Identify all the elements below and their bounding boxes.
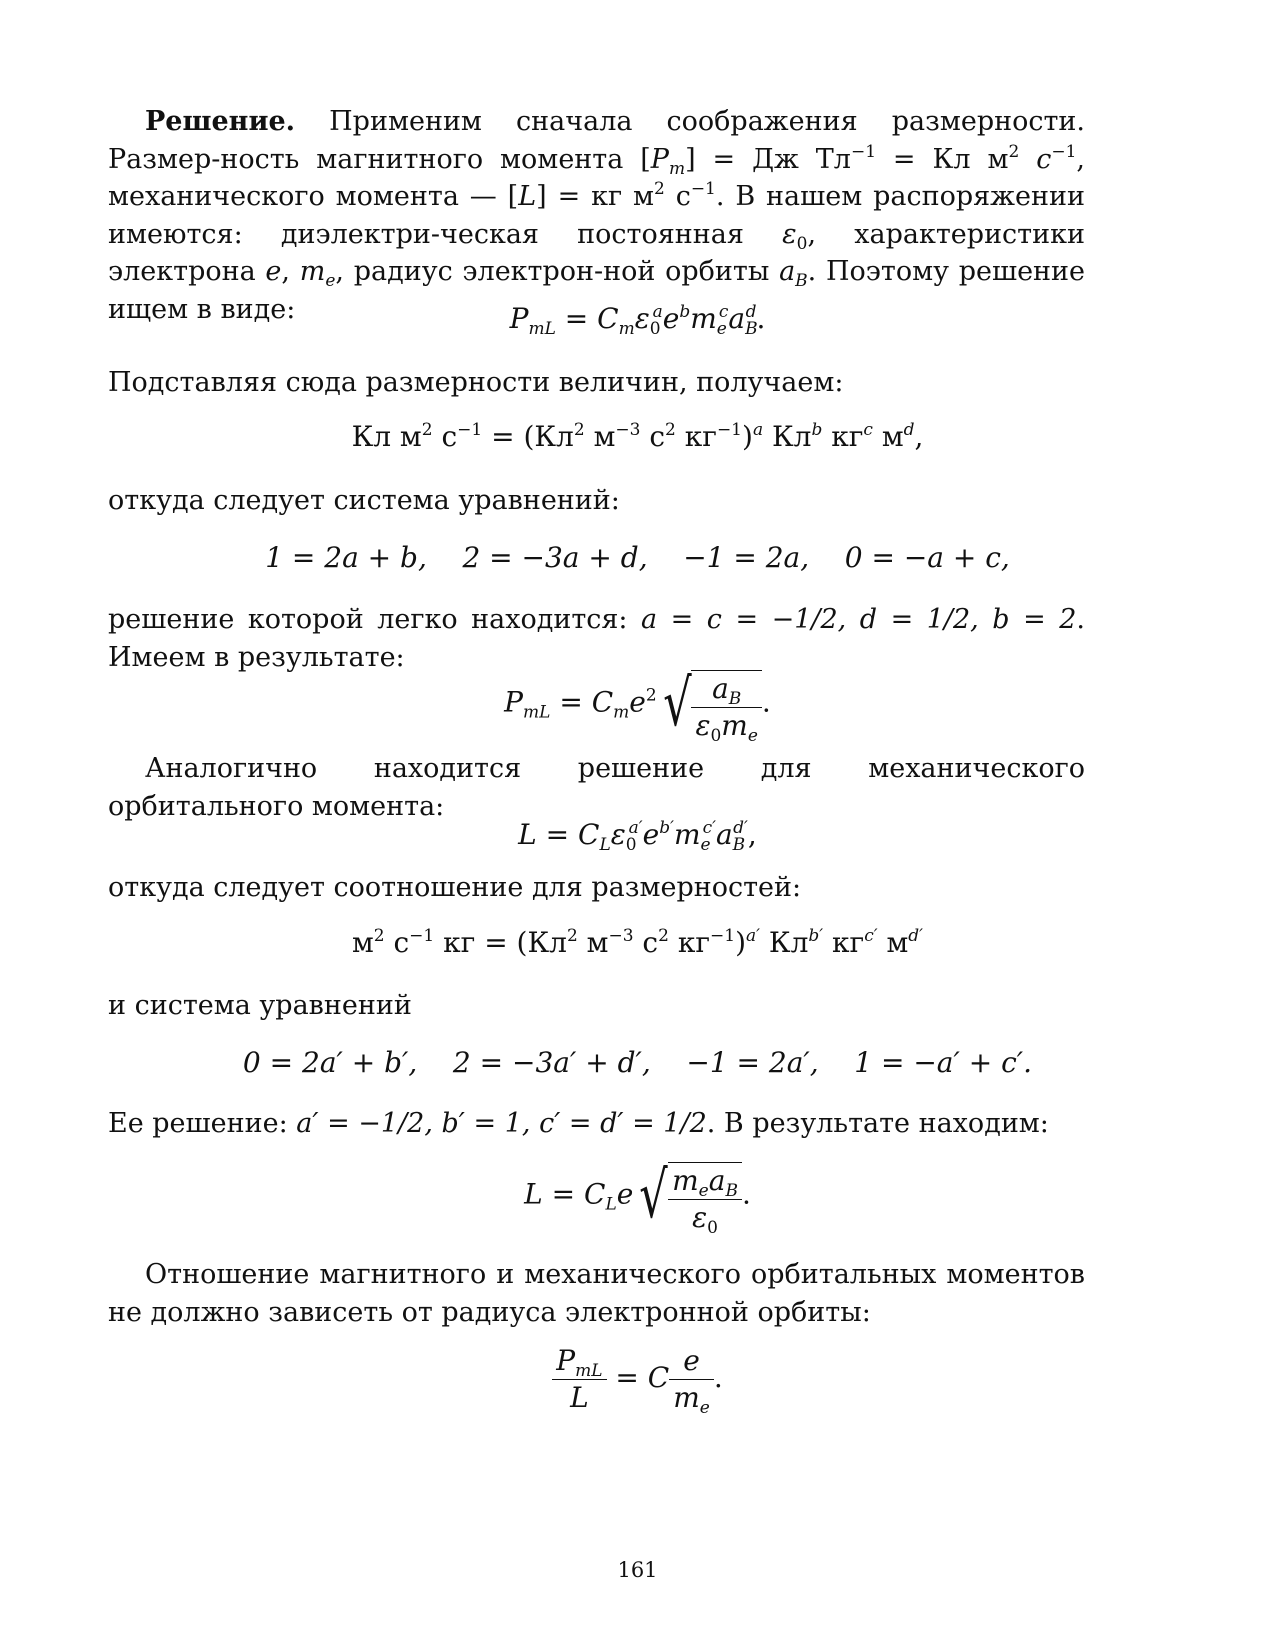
- paragraph-substitution: Подставляя сюда размерности величин, получаем:: [108, 367, 844, 398]
- equation-system-1: 1 = 2a + b, 2 = −3a + d, −1 = 2a, 0 = −a + c,: [265, 541, 1010, 574]
- page-number: 161: [617, 1558, 658, 1582]
- equation-dimensions-2: $м^2$ $с^{-1}$ кг = ($Кл^2$ $м^{-3}$ $с^2$ $кг^{-1})^{a'}$ $Кл^{b'}$ $кг^{c'}$ $м^{d'}$: [351, 926, 924, 959]
- intro-text: Применим сначала соображения размерности. Размер-ность магнитного момента $[P_m]$ = Дж $Тл^{-1}$ = Кл $м^2$ $c^{-1}$, механического момента — [L] = кг $м^2$ $с^{-1}$. В нашем распоряжении имеются: диэлектри-ческая постоянная $\varepsilon_0$, характеристики электрона e, $m_e$, радиус электрон-ной орбиты $a_B$. Поэтому решение ищем в виде:: [108, 106, 1086, 325]
- equation-pml-result: $P_{mL} = C_me^2√$ $\frac{a_B}{\varepsilon_0m_e}$ .: [504, 667, 771, 746]
- equation-pml-general: $P_{mL} = C_m\varepsilon_0^ae^bm_e^ca_B^d$.: [509, 302, 766, 339]
- paragraph-solution-found: решение которой легко находится: a = c = −1/2, d = 1/2, b = 2. Имеем в результате:: [108, 604, 1085, 673]
- equation-dimensions-1: Кл $м^2$ $с^{-1} = (Кл^2$ $м^{-3}$ $с^2$ $кг^{-1})^a$ $Кл^b$ $кг^c$ $м^d$,: [351, 420, 924, 453]
- equation-l-general: $L = C_L\varepsilon_0^{a'}e^{b'}m_e^{c'}a_B^{d'}$,: [518, 818, 757, 855]
- solution-heading: Решение.: [145, 106, 296, 137]
- paragraph-ratio: Отношение магнитного и механического орбитальных моментов не должно зависеть от радиуса электронной орбиты:: [108, 1259, 1085, 1328]
- paragraph-system-intro: откуда следует система уравнений:: [108, 485, 620, 516]
- equation-system-2: 0 = 2a′ + b′, 2 = −3a′ + d′, −1 = 2a′, 1 = −a′ + c′.: [242, 1046, 1033, 1079]
- paragraph-mechanical-moment: Аналогично находится решение для механического орбитального момента:: [108, 753, 1085, 822]
- paragraph-solution-2: Ее решение: a′ = −1/2, b′ = 1, c′ = d′ = 1/2. В результате находим:: [108, 1108, 1049, 1139]
- paragraph-system-2-intro: и система уравнений: [108, 990, 412, 1021]
- equation-ratio: $\frac{P_{mL}}{L}$ = C $\frac{e}{m_e}$ .: [0, 1343, 1275, 1416]
- paragraph-solution-intro: [108, 103, 1085, 328]
- paragraph-dimension-relation: откуда следует соотношение для размерностей:: [108, 872, 802, 903]
- equation-l-result: $L = C_Le√$ $\frac{m_ea_B}{\varepsilon_0}$ .: [524, 1159, 751, 1238]
